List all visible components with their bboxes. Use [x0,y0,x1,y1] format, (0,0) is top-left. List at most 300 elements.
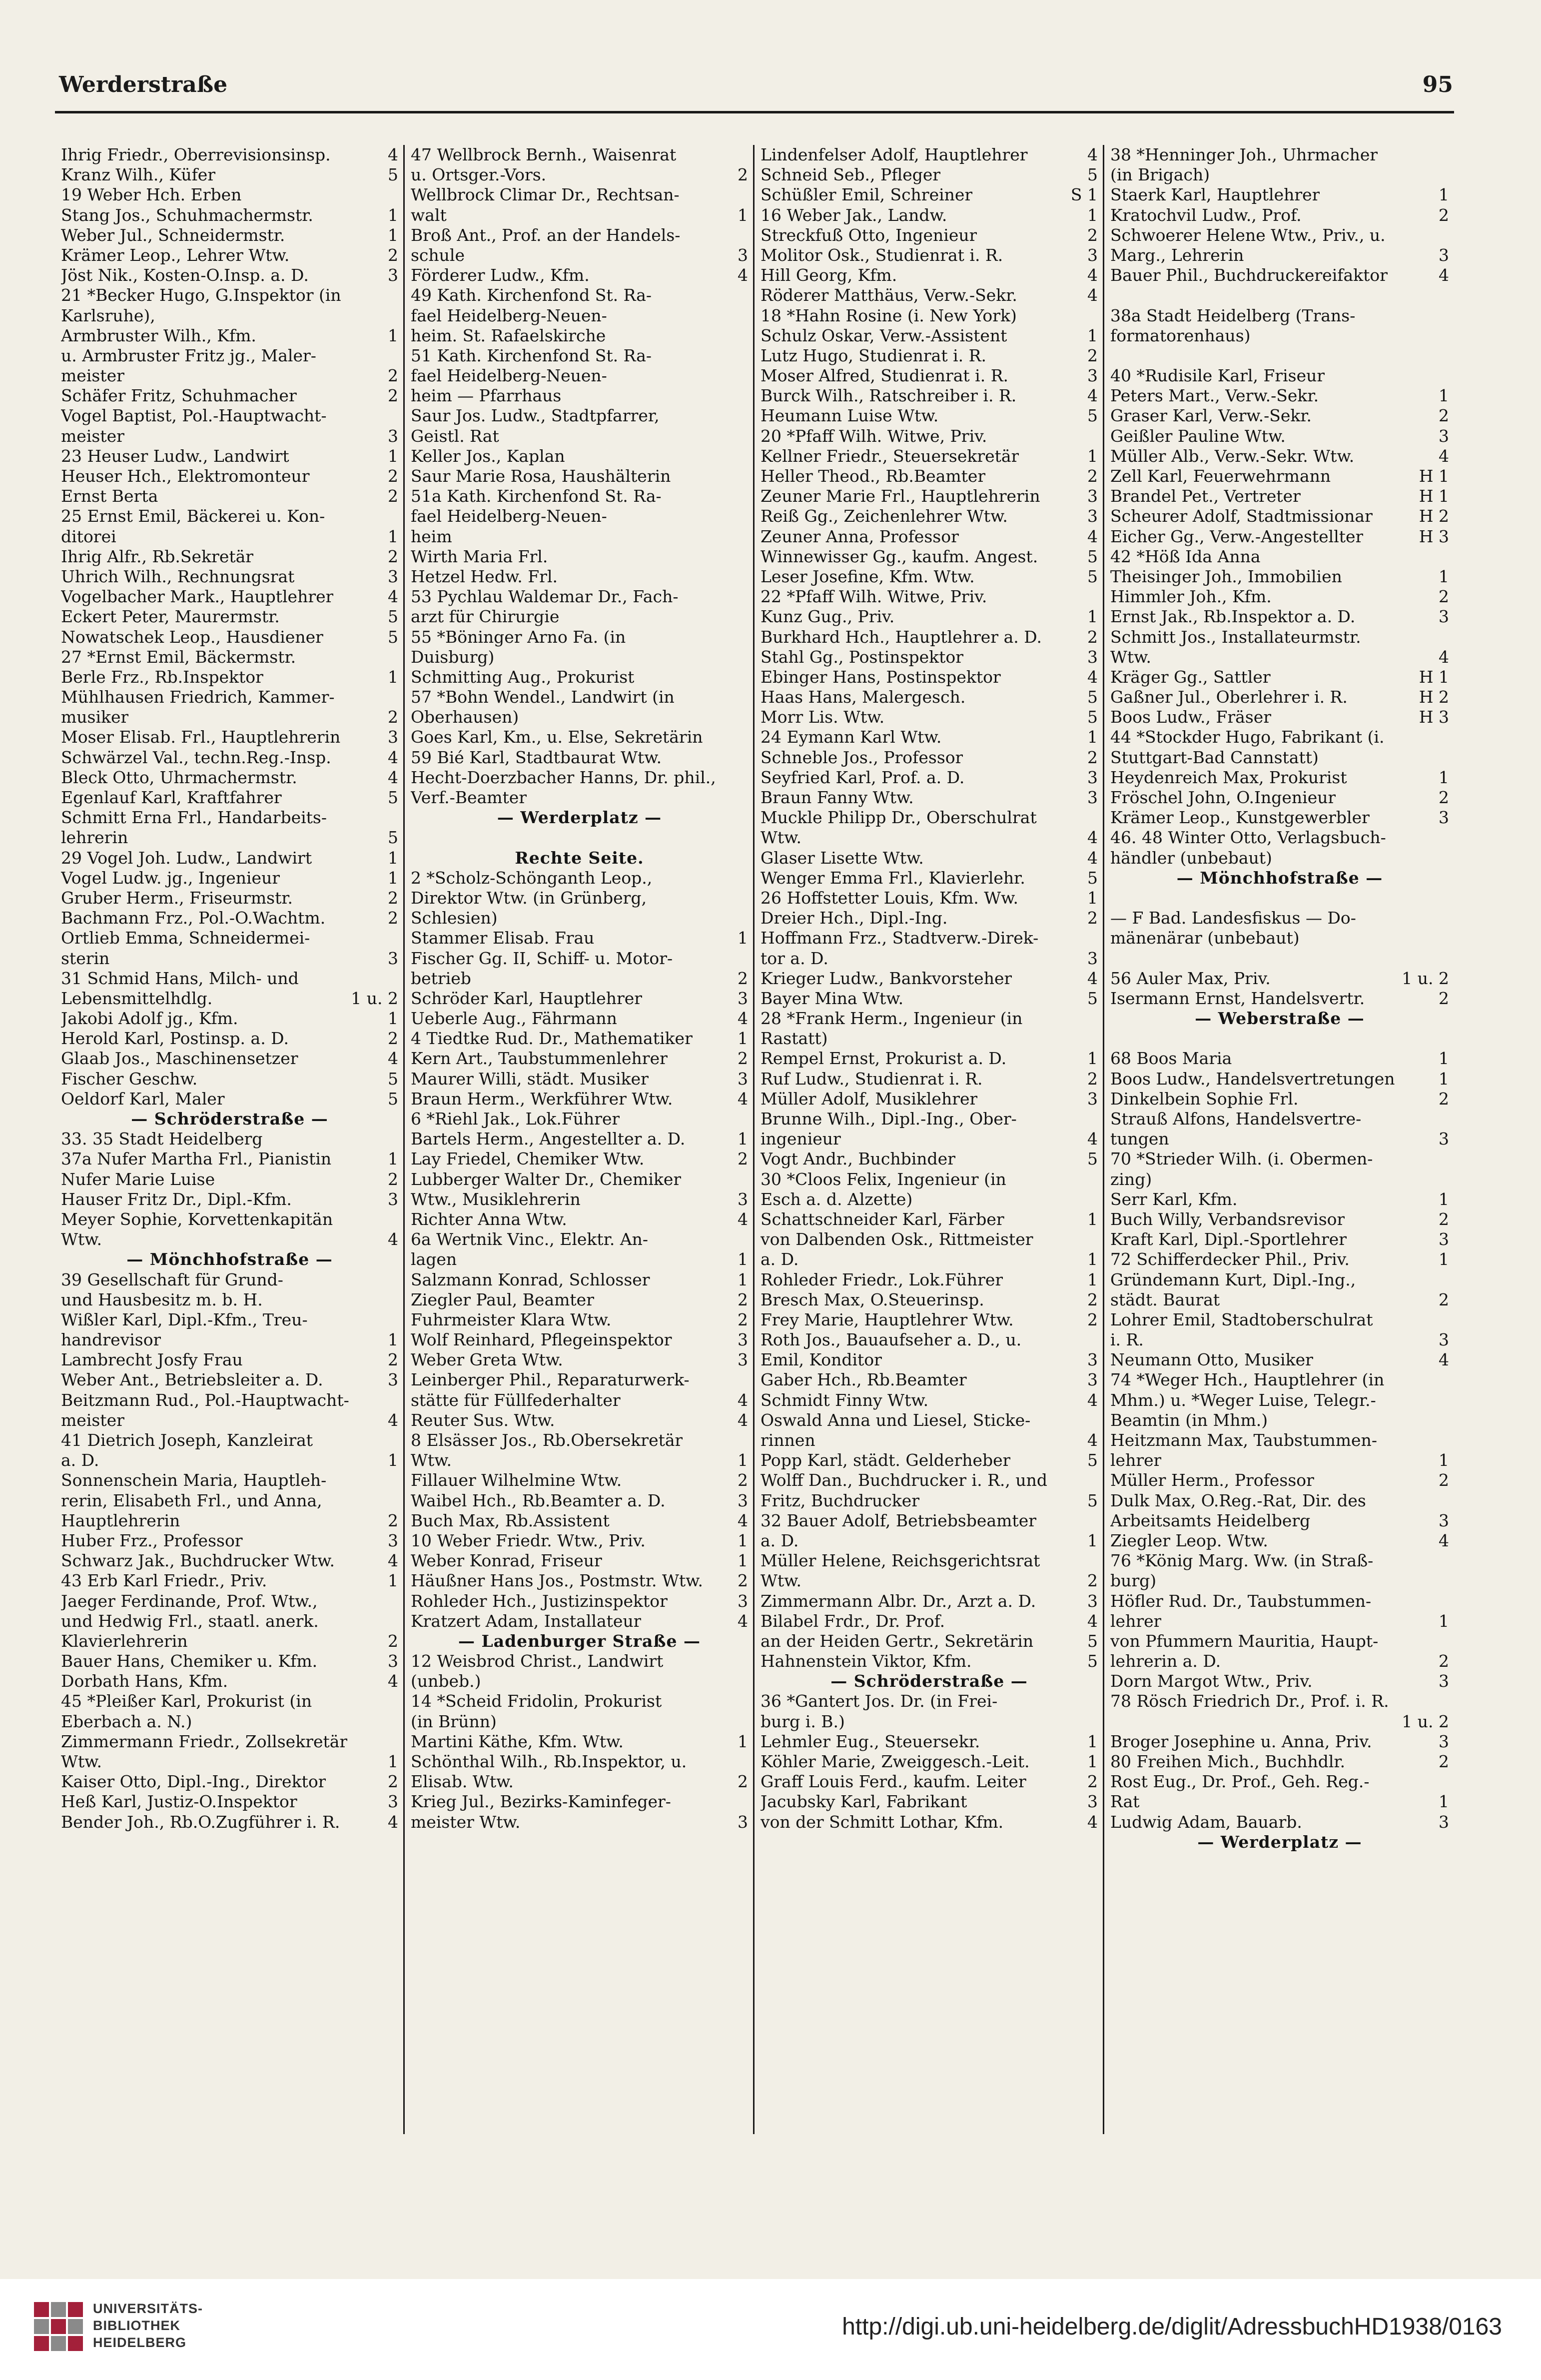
floor-number: 4 [388,1049,398,1069]
entry-text: von Dalbenden Osk., Rittmeister [761,1229,1033,1249]
entry-text: Höfler Rud. Dr., Taubstummen- [1110,1591,1372,1611]
directory-entry-line [1110,908,1449,928]
directory-entry-line [61,1310,398,1330]
floor-number [745,285,748,305]
directory-entry-line [761,426,1098,446]
directory-entry-line [1110,245,1449,265]
floor-number: 1 [1439,1069,1449,1089]
floor-number [1446,748,1449,768]
entry-text: Brunne Wilh., Dipl.-Ing., Ober- [761,1109,1017,1129]
floor-number: 1 u. 2 [1402,1711,1449,1731]
entry-text: heim — Pfarrhaus [411,386,562,406]
entry-text: meister [61,366,124,386]
entry-text: Rost Eug., Dr. Prof., Geh. Reg.- [1110,1772,1370,1792]
directory-entry-line [1110,1491,1449,1511]
floor-number: 1 [1087,1752,1098,1771]
floor-number: 5 [1087,988,1098,1008]
floor-number: 3 [388,1530,398,1550]
floor-number: 1 [1439,1249,1449,1269]
entry-text: Rat [1110,1792,1140,1812]
entry-text: Ernst Berta [61,486,158,506]
entry-text: Röderer Matthäus, Verw.-Sekr. [761,285,1017,305]
directory-entry-line [61,868,398,888]
entry-text: Müller Adolf, Musiklehrer [761,1089,978,1109]
floor-number: 3 [388,426,398,446]
entry-text: 56 Auler Max, Priv. [1110,968,1271,988]
entry-text: Bayer Mina Wtw. [761,988,904,1008]
entry-text: Gaßner Jul., Oberlehrer i. R. [1110,687,1348,707]
directory-entry-line [61,1069,398,1089]
entry-text: Heitzmann Max, Taubstummen- [1110,1430,1377,1450]
floor-number: 3 [1087,647,1098,667]
directory-entry-line [761,848,1098,868]
entry-text: 68 Boos Maria [1110,1049,1232,1069]
floor-number [745,627,748,647]
directory-entry-line [1110,145,1449,165]
floor-number: 2 [388,546,398,566]
entry-text: 14 *Scheid Fridolin, Prokurist [411,1691,662,1711]
entry-text: 38a Stadt Heidelberg (Trans- [1110,305,1356,325]
directory-entry-line [411,1732,748,1752]
directory-entry-line [411,647,748,667]
entry-text: 6 *Riehl Jak., Lok.Führer [411,1109,620,1129]
floor-number: 2 [1439,1289,1449,1309]
directory-entry-line [411,1149,748,1169]
entry-text: Leinberger Phil., Reparaturwerk- [411,1370,690,1390]
entry-text: — Ladenburger Straße — [458,1631,701,1651]
entry-text: Stang Jos., Schuhmachermstr. [61,205,313,225]
entry-text: Müller Herm., Professor [1110,1470,1314,1490]
floor-number: 4 [1087,265,1098,285]
entry-text: Reiß Gg., Zeichenlehrer Wtw. [761,506,1008,526]
floor-number [745,527,748,547]
entry-text: Hahnenstein Viktor, Kfm. [761,1651,972,1671]
floor-number [745,1792,748,1812]
floor-number [1446,627,1449,647]
entry-text: Wenger Emma Frl., Klavierlehr. [761,868,1025,888]
floor-number: 3 [1439,1510,1449,1530]
directory-entry-line [411,245,748,265]
floor-number [1095,808,1098,828]
entry-text: Fritz, Buchdrucker [761,1490,920,1510]
entry-text: Schlesien) [411,908,498,928]
entry-text: rerin, Elisabeth Frl., und Anna, [61,1490,322,1510]
entry-text: Bleck Otto, Uhrmachermstr. [61,767,297,787]
directory-entry-line [411,1129,748,1149]
floor-number [745,768,748,788]
floor-number: 5 [1087,1450,1098,1470]
entry-text: Kunz Gug., Priv. [761,607,895,627]
directory-entry-line [61,185,398,205]
entry-text: Fillauer Wilhelmine Wtw. [411,1470,622,1490]
section-heading [1110,1009,1449,1029]
floor-number: 3 [388,1651,398,1671]
entry-text: fael Heidelberg-Neuen- [411,305,607,325]
entry-text: Heß Karl, Justiz-O.Inspektor [61,1792,297,1812]
entry-text: Schäfer Fritz, Schuhmacher [61,386,297,406]
directory-entry-line [411,1009,748,1029]
directory-entry-line [411,406,748,426]
floor-number: 3 [1087,1591,1098,1611]
floor-number: 4 [738,1009,748,1029]
directory-entry-line [411,1190,748,1209]
entry-text: 59 Bié Karl, Stadtbaurat Wtw. [411,747,662,767]
directory-entry-line [1110,848,1449,868]
entry-text: betrieb [411,968,471,988]
floor-number: 5 [1087,1631,1098,1651]
source-url-link[interactable]: http://digi.ub.uni-heidelberg.de/diglit/AdressbuchHD1938/0163 [842,2314,1502,2340]
floor-number [395,506,398,526]
directory-entry-line [61,888,398,908]
entry-text: Kratochvil Ludw., Prof. [1110,205,1302,225]
directory-entry-line [1110,1390,1449,1410]
entry-text: Frey Marie, Hauptlehrer Wtw. [761,1309,1014,1329]
directory-entry-line [1110,707,1449,727]
floor-number [395,306,398,326]
entry-text: Förderer Ludw., Kfm. [411,265,590,285]
directory-column-3 [755,145,1104,2134]
entry-text: u. Armbruster Fritz jg., Maler- [61,345,316,365]
entry-text: städt. Baurat [1110,1289,1220,1309]
directory-entry-line [1110,1410,1449,1430]
floor-number: 3 [738,1591,748,1611]
directory-entry-line [761,406,1098,426]
entry-text: Esch a. d. Alzette) [761,1189,913,1209]
directory-entry-line [1110,1611,1449,1631]
floor-number: 5 [1087,1651,1098,1671]
floor-number [745,366,748,386]
directory-entry-line [61,1290,398,1310]
directory-entry-line [411,306,748,326]
floor-number: 2 [1087,1309,1098,1329]
floor-number [745,406,748,426]
entry-text: Schwärzel Val., techn.Reg.-Insp. [61,747,331,767]
directory-entry-line [61,567,398,587]
floor-number: 5 [388,607,398,627]
entry-text: — Schröderstraße — [830,1671,1028,1691]
directory-entry-line [61,1350,398,1370]
floor-number: 1 [1439,767,1449,787]
directory-entry-line [61,587,398,607]
entry-text: Bachmann Frz., Pol.-O.Wachtm. [61,908,326,928]
floor-number [745,446,748,466]
floor-number: 1 [388,205,398,225]
entry-text: 19 Weber Hch. Erben [61,185,242,205]
directory-entry-line [61,928,398,948]
section-heading [1110,1832,1449,1852]
directory-entry-line [411,547,748,567]
directory-entry-line [1110,1290,1449,1310]
directory-entry-line [1110,1029,1449,1049]
entry-text: Wtw. [61,1752,102,1771]
directory-entry-line [1110,1209,1449,1229]
directory-entry-line [411,1209,748,1229]
directory-entry-line [411,446,748,466]
entry-text: händler (unbebaut) [1110,848,1272,868]
entry-text: Oeldorf Karl, Maler [61,1089,225,1109]
entry-text: Mhm.) u. *Weger Luise, Telegr.- [1110,1390,1376,1410]
entry-text: Lutz Hugo, Studienrat i. R. [761,345,986,365]
section-heading [61,1109,398,1129]
directory-entry-line [761,1551,1098,1571]
floor-number: 1 [1439,1792,1449,1812]
entry-text: Dorn Margot Wtw., Priv. [1110,1671,1313,1691]
directory-entry-line [761,808,1098,828]
floor-number: 2 [1439,788,1449,807]
directory-entry-line [1110,1049,1449,1069]
directory-entry-line [61,1611,398,1631]
floor-number: 1 u. 2 [351,988,398,1008]
directory-entry-line [61,346,398,366]
directory-entry-line [61,1270,398,1290]
floor-number: 4 [1439,1530,1449,1550]
floor-number [395,808,398,828]
entry-text: Winnewisser Gg., kaufm. Angest. [761,546,1038,566]
directory-entry-line [1110,1249,1449,1269]
entry-text: Kräger Gg., Sattler [1110,667,1271,687]
entry-text: Ernst Jak., Rb.Inspektor a. D. [1110,607,1356,627]
floor-number [745,386,748,406]
entry-text: lehrer [1110,1450,1162,1470]
floor-number: 1 [738,1029,748,1049]
floor-number [745,1712,748,1732]
directory-entry-line [761,1190,1098,1209]
entry-text: Heuser Hch., Elektromonteur [61,466,310,486]
library-name [93,2300,203,2351]
floor-number: 4 [738,1089,748,1109]
floor-number [1095,426,1098,446]
floor-number: 1 [738,1551,748,1571]
entry-text: Fischer Geschw. [61,1069,198,1089]
entry-text: Schmitt Erna Frl., Handarbeits- [61,808,327,828]
directory-entry-line [411,949,748,969]
entry-text: Moser Elisab. Frl., Hauptlehrerin [61,727,341,747]
directory-entry-line [411,1671,748,1691]
directory-entry-line [1110,366,1449,386]
entry-text: Nufer Marie Luise [61,1169,215,1189]
floor-number: 1 [1087,205,1098,225]
entry-text: Stahl Gg., Postinspektor [761,647,964,667]
entry-text: Richter Anna Wtw. [411,1209,567,1229]
entry-text: Boos Ludw., Handelsvertretungen [1110,1069,1395,1089]
directory-entry-line [1110,386,1449,406]
directory-entry-line [61,1752,398,1772]
floor-number [395,1691,398,1711]
floor-number: H 2 [1419,687,1449,707]
floor-number: H 2 [1419,506,1449,526]
entry-text: 36 *Gantert Jos. Dr. (in Frei- [761,1691,998,1711]
entry-text: 12 Weisbrod Christ., Landwirt [411,1651,664,1671]
directory-entry-line [761,165,1098,185]
directory-entry-line [761,225,1098,245]
floor-number: 3 [1087,767,1098,787]
directory-entry-line [761,1209,1098,1229]
directory-entry-line [1110,808,1449,828]
directory-entry-line [761,687,1098,707]
entry-text: arzt für Chirurgie [411,607,560,627]
floor-number: 1 [1439,566,1449,586]
entry-text: Gründemann Kurt, Dipl.-Ing., [1110,1269,1356,1289]
directory-entry-line [61,1772,398,1792]
floor-number [745,1170,748,1190]
directory-entry-line [761,567,1098,587]
directory-entry-line [61,165,398,185]
directory-entry-line [61,366,398,386]
directory-entry-line [761,306,1098,326]
entry-text: 27 *Ernst Emil, Bäckermstr. [61,647,296,667]
floor-number [1446,306,1449,326]
directory-entry-line [61,426,398,446]
directory-entry-line [61,306,398,326]
floor-number: 2 [1087,225,1098,245]
directory-entry-line [761,1651,1098,1671]
directory-entry-line [61,1450,398,1470]
entry-text: i. R. [1110,1330,1144,1350]
floor-number [1446,165,1449,185]
floor-number: 3 [1439,1812,1449,1832]
entry-text: Wißler Karl, Dipl.-Kfm., Treu- [61,1309,308,1329]
floor-number [395,1129,398,1149]
entry-text: 8 Elsässer Jos., Rb.Obersekretär [411,1430,683,1450]
entry-text: Staerk Karl, Hauptlehrer [1110,185,1320,205]
floor-number: 2 [388,366,398,386]
directory-entry-line [411,225,748,245]
floor-number [1446,285,1449,305]
directory-entry-line [761,506,1098,526]
entry-text: und Hausbesitz m. b. H. [61,1289,263,1309]
directory-entry-line [411,426,748,446]
entry-text: 25 Ernst Emil, Bäckerei u. Kon- [61,506,325,526]
directory-entry-line [61,828,398,848]
floor-number: 4 [1439,647,1449,667]
floor-number [395,647,398,667]
directory-entry-line [61,446,398,466]
directory-entry-line [761,1029,1098,1049]
directory-entry-line [61,547,398,567]
directory-entry-line [761,1772,1098,1792]
directory-entry-line [61,1149,398,1169]
floor-number: 4 [388,747,398,767]
floor-number: S 1 [1070,185,1098,205]
floor-number: 1 [1087,1731,1098,1751]
entry-text: Bauer Phil., Buchdruckereifaktor [1110,265,1388,285]
entry-text: Ruf Ludw., Studienrat i. R. [761,1069,983,1089]
directory-entry-line [1110,306,1449,326]
floor-number: 2 [1087,627,1098,647]
directory-entry-line [761,326,1098,346]
directory-entry-line [1110,406,1449,426]
entry-text: (in Brünn) [411,1711,497,1731]
directory-entry-line [411,1712,748,1732]
floor-number: 2 [1439,1209,1449,1229]
entry-text: Himmler Joh., Kfm. [1110,587,1272,607]
floor-number [395,1591,398,1611]
directory-entry-line [61,1029,398,1049]
floor-number: 3 [1087,948,1098,968]
entry-text: Krieg Jul., Bezirks-Kaminfeger- [411,1792,671,1812]
floor-number [1095,1410,1098,1430]
floor-number: 4 [388,145,398,164]
entry-text: Müller Alb., Verw.-Sekr. Wtw. [1110,446,1355,466]
entry-text: handrevisor [61,1330,161,1350]
floor-number: 4 [738,1611,748,1631]
directory-entry-line [761,1631,1098,1651]
floor-number: 3 [1087,1792,1098,1812]
directory-entry-line [761,1290,1098,1310]
directory-entry-line [761,1531,1098,1551]
entry-text: Eberbach a. N.) [61,1711,192,1731]
floor-number [1095,306,1098,326]
entry-text: Isermann Ernst, Handelsvertr. [1110,988,1365,1008]
directory-entry-line [1110,225,1449,245]
floor-number: 3 [388,265,398,285]
floor-number: 2 [388,486,398,506]
directory-entry-line [1110,1551,1449,1571]
directory-entry-line [761,1270,1098,1290]
directory-entry-line [411,788,748,808]
directory-entry-line [761,386,1098,406]
directory-entry-line [61,1430,398,1450]
floor-number: 3 [1439,1129,1449,1149]
directory-entry-line [761,928,1098,948]
directory-entry-line [61,969,398,989]
floor-number: 3 [388,1792,398,1812]
directory-entry-line [61,1410,398,1430]
floor-number [745,707,748,727]
floor-number [1446,1631,1449,1651]
entry-text: Zimmermann Albr. Dr., Arzt a. D. [761,1591,1036,1611]
floor-number: 4 [1087,1611,1098,1631]
floor-number: 2 [1439,1752,1449,1771]
floor-number [745,1229,748,1249]
university-library-logo-icon[interactable] [31,2299,86,2354]
floor-number: 1 [1439,1049,1449,1069]
entry-text: Vogel Ludw. jg., Ingenieur [61,868,280,888]
floor-number [1095,1551,1098,1571]
directory-entry-line [1110,1149,1449,1169]
floor-number [1446,1270,1449,1290]
entry-text: Neumann Otto, Musiker [1110,1350,1313,1370]
entry-text: 78 Rösch Friedrich Dr., Prof. i. R. [1110,1691,1389,1711]
directory-entry-line [411,989,748,1009]
floor-number: 5 [388,1069,398,1089]
floor-number: 3 [1087,486,1098,506]
entry-text: 49 Kath. Kirchenfond St. Ra- [411,285,652,305]
directory-entry-line [411,1390,748,1410]
entry-text: Braun Herm., Werkführer Wtw. [411,1089,673,1109]
directory-entry-line [411,969,748,989]
entry-text: Maurer Willi, städt. Musiker [411,1069,649,1089]
entry-text: Brandel Pet., Vertreter [1110,486,1301,506]
entry-text: tungen [1110,1129,1169,1149]
directory-entry-line [411,707,748,727]
entry-text: Duisburg) [411,647,495,667]
entry-text: Heydenreich Max, Prokurist [1110,767,1347,787]
entry-text: 2 *Scholz-Schönganth Leop., [411,868,653,888]
directory-entry-line [411,1531,748,1551]
floor-number: 3 [1087,1350,1098,1370]
directory-entry-line [761,1470,1098,1490]
directory-entry-line [411,1270,748,1290]
entry-text: Huber Frz., Professor [61,1530,243,1550]
floor-number: 4 [1087,526,1098,546]
floor-number: 1 [388,526,398,546]
directory-entry-line [761,1129,1098,1149]
floor-number: 3 [1087,366,1098,386]
directory-entry-line [1110,727,1449,747]
directory-entry-line [61,1190,398,1209]
directory-entry-line [411,1511,748,1531]
